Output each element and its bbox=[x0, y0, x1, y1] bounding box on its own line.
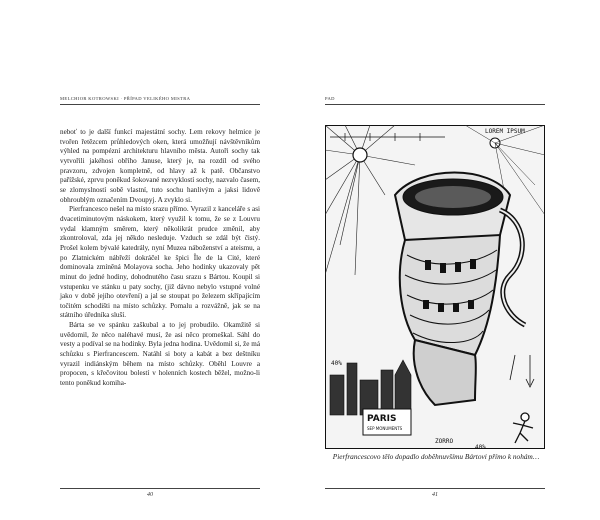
scribble-monuments: SEP MONUMENTS bbox=[367, 426, 403, 431]
body-text bbox=[60, 128, 260, 389]
page-number-left: 40 bbox=[147, 492, 153, 498]
header-rule-left bbox=[60, 104, 260, 105]
footer-rule-right bbox=[325, 488, 545, 489]
figure-caption: Pierfrancescovo tělo dopadlo doběhnuvšímu Bártovi přímo k nohám… bbox=[332, 452, 540, 461]
running-head-left: MELCHIOR KOTROWSKI · PŘÍPAD VELIKÉHO MISTRA bbox=[60, 96, 191, 101]
scribble-lorem: LOREM IPSUM bbox=[485, 128, 525, 135]
scribble-percent: 40% bbox=[475, 444, 486, 449]
scribble-zorro: ZORRO bbox=[435, 438, 454, 445]
paragraph-3: Bárta se ve spánku zaškubal a to jej probudilo. Okamžitě si uvědomil, že něco naléhavé musí, že asi něco promeškal. Sáhl do vesty a podíval se na hodinky. Byla jedna hodina. Uvědomil si, že má schůzku s Pierfrancescem. Natáhl si boty a kabát a bez deštníku vyrazil indiánským během na místo schůzky. Oběhl Louvre a propocen, s křečovitou bolestí v holenních kostech běžel, možno-li tento poněkud komiha- bbox=[60, 321, 260, 388]
scribble-percent-left: 40% bbox=[331, 360, 342, 367]
paragraph-1: neboť to je další funkcí majestátní sochy. Lem rekovy helmice je tvořen řetězcem průhledových oken, která umožňují návštěvníkům výhled na pompézní architekturu hlavního města. Autoři sochy tak vytvořili jakéhosi obřího Januse, který je, na rozdíl od svého pravzoru, zdvojen kompletně, od hlavy až k patě. Občanstvo pařížské, zprvu poněkud šokované nezvyklostí sochy, nazvalo časem, se zlomyslností sobě vlastní, tuto sochu hanlivým a jaksi lidově obhroublým označením Dvoupyj. A zvyklo si. bbox=[60, 128, 260, 204]
tower-illustration bbox=[325, 125, 545, 449]
paragraph-2: Pierfrancesco nešel na místo srazu přímo. Vyrazil z kanceláře s asi dvacetiminutovým náskokem, který využil k tomu, že se z Louvru vydal klamným směrem, který několikrát prudce změnil, aby zkontroloval, zda jej někdo nesleduje. Vzduch se zdál být čistý. Prošel kolem bývalé katedrály, nyní Muzea náboženství a ateismu, a po Zlatnickém nábřeží dokráčel ke špici Île de la Cité, které dominovala zmíněná Molayova socha. Jeho hodinky ukazovaly pět minut do jedné hodiny, dohodnutého času srazu s Bártou. Koupil si vstupenku ve stánku u paty sochy, (již dávno nebylo vstupné volné jako v době jejího otevření) a jal se stoupat po železem skřípajícím točitém schodišti na místo schůzky. Pomalu a rozvážně, jak se na státního úředníka sluší. bbox=[60, 205, 260, 320]
footer-rule-left bbox=[60, 488, 260, 489]
scribble-paris: PARIS bbox=[367, 414, 397, 424]
running-head-right: PAD bbox=[325, 96, 335, 101]
page-number-right: 41 bbox=[432, 492, 438, 498]
right-page bbox=[300, 0, 600, 520]
lightbulb-icon bbox=[353, 148, 367, 162]
header-rule-right bbox=[325, 104, 545, 105]
